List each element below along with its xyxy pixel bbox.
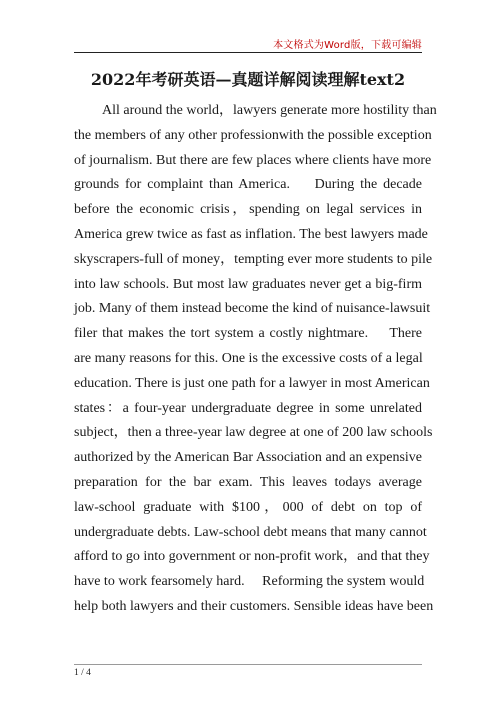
body-line: law-school graduate with $100，000 of debt on top of [74, 499, 422, 515]
body-line: filer that makes the tort system a costly nightmare. There [74, 326, 422, 342]
body-line: the members of any other professionwith the possible exception [74, 127, 432, 143]
page-indicator: 1 / 4 [74, 668, 91, 678]
body-line: authorized by the American Bar Association and an expensive [74, 450, 422, 466]
body-line: afford to go into government or non-profit work，and that they [74, 549, 430, 565]
document-body [74, 99, 437, 620]
body-line: undergraduate debts. Law-school debt means that many cannot [74, 524, 427, 540]
body-line: education. There is just one path for a lawyer in most American [74, 375, 430, 391]
footer-divider [74, 664, 422, 665]
body-line: All around the world，lawyers generate more hostility than [102, 103, 437, 118]
body-line: have to work fearsomely hard. Reforming the system would [74, 574, 425, 590]
body-line: preparation for the bar exam. This leaves todays average [74, 474, 422, 490]
format-notice: 本文格式为Word版，下载可编辑 [273, 40, 422, 51]
body-line: of journalism. But there are few places where clients have more [74, 152, 432, 168]
body-line: skyscrapers-full of money，tempting ever more students to pile [74, 251, 433, 267]
header-divider [74, 52, 422, 53]
body-line: are many reasons for this. One is the excessive costs of a legal [74, 350, 423, 366]
body-line: America grew twice as fast as inflation. The best lawyers made [74, 226, 428, 242]
body-line: into law schools. But most law graduates never get a big-firm [74, 276, 422, 292]
body-line: subject，then a three-year law degree at one of 200 law schools [74, 425, 433, 441]
body-line: help both lawyers and their customers. Sensible ideas have been [74, 598, 434, 614]
body-line: grounds for complaint than America. During the decade [74, 177, 422, 193]
document-title: 2022年考研英语—真题详解阅读理解text2 [90, 70, 406, 89]
body-line: job. Many of them instead become the kind of nuisance-lawsuit [74, 301, 431, 317]
body-line: states：a four-year undergraduate degree in some unrelated [74, 400, 422, 416]
body-line: before the economic crisis，spending on legal services in [74, 202, 422, 218]
